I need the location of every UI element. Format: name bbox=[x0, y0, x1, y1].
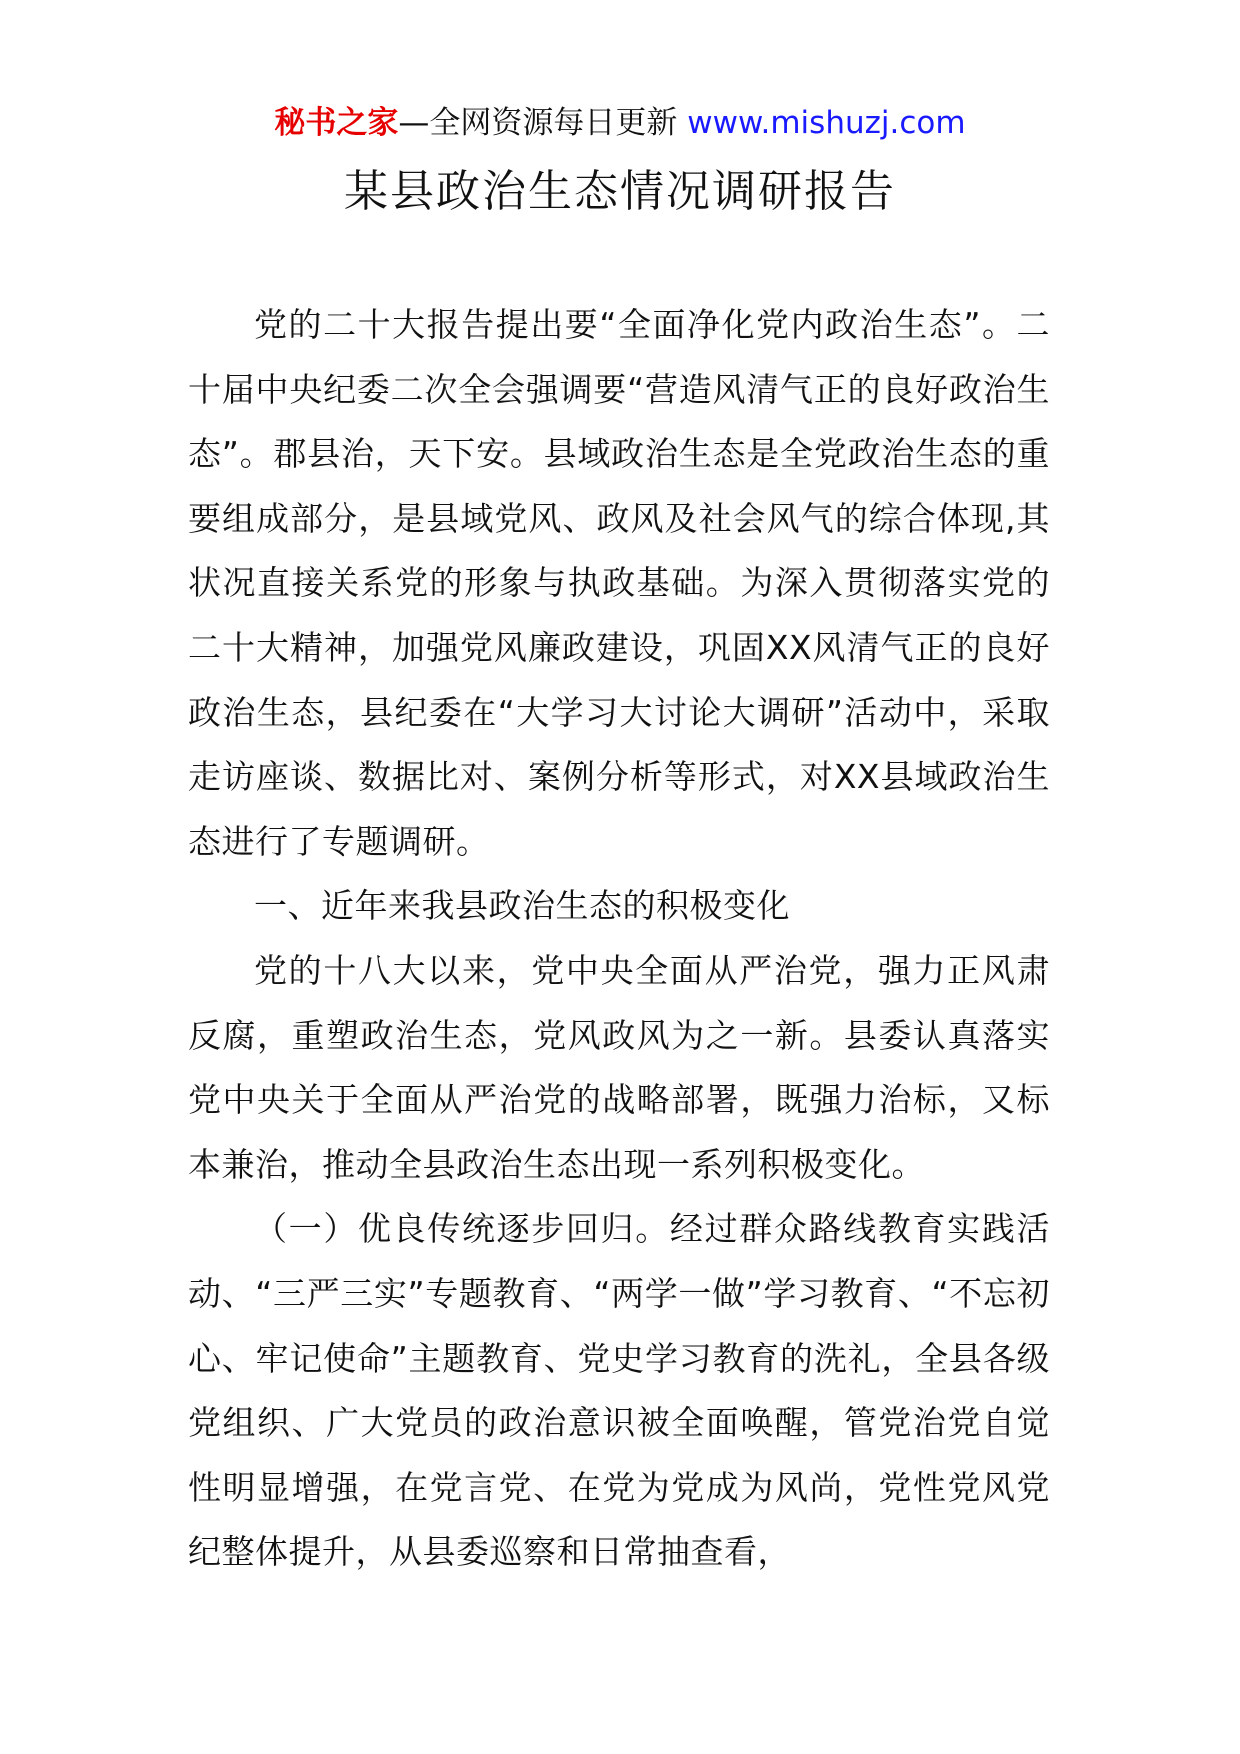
paragraph-section-1: 党的十八大以来，党中央全面从严治党，强力正风肃反腐，重塑政治生态，党风政风为之一新。县委认真落实党中央关于全面从严治党的战略部署，既强力治标，又标本兼治，推动全县政治生态出现一系列积极变化。 bbox=[188, 950, 1050, 1184]
document-title: 某县政治生态情况调研报告 bbox=[344, 166, 896, 217]
paragraph-intro: 党的二十大报告提出要“全面净化党内政治生态”。二十届中央纪委二次全会强调要“营造风清气正的良好政治生态”。郡县治，天下安。县域政治生态是全党政治生态的重要组成部分，是县域党风、政风及社会风气的综合体现,其状况直接关系党的形象与执政基础。为深入贯彻落实党的二十大精神，加强党风廉政建设，巩固XX风清气正的良好政治生态，县纪委在“大学习大讨论大调研”活动中，采取走访座谈、数据比对、案例分析等形式，对XX县域政治生态进行了专题调研。 bbox=[188, 305, 1050, 861]
header-tagline: —全网资源每日更新 bbox=[398, 105, 688, 141]
document-body bbox=[188, 293, 1050, 1585]
site-header bbox=[0, 98, 1240, 148]
site-url-link[interactable]: www.mishuzj.com bbox=[687, 105, 966, 141]
brand-name: 秘书之家 bbox=[274, 105, 399, 141]
paragraph-subsection-1: （一）优良传统逐步回归。经过群众路线教育实践活动、“三严三实”专题教育、“两学一做”学习教育、“不忘初心、牢记使命”主题教育、党史学习教育的洗礼，全县各级党组织、广大党员的政治意识被全面唤醒，管党治党自觉性明显增强，在党言党、在党为党成为风尚，党性党风党纪整体提升，从县委巡察和日常抽查看， bbox=[188, 1209, 1050, 1572]
section-heading-1: 一、近年来我县政治生态的积极变化 bbox=[254, 886, 790, 926]
